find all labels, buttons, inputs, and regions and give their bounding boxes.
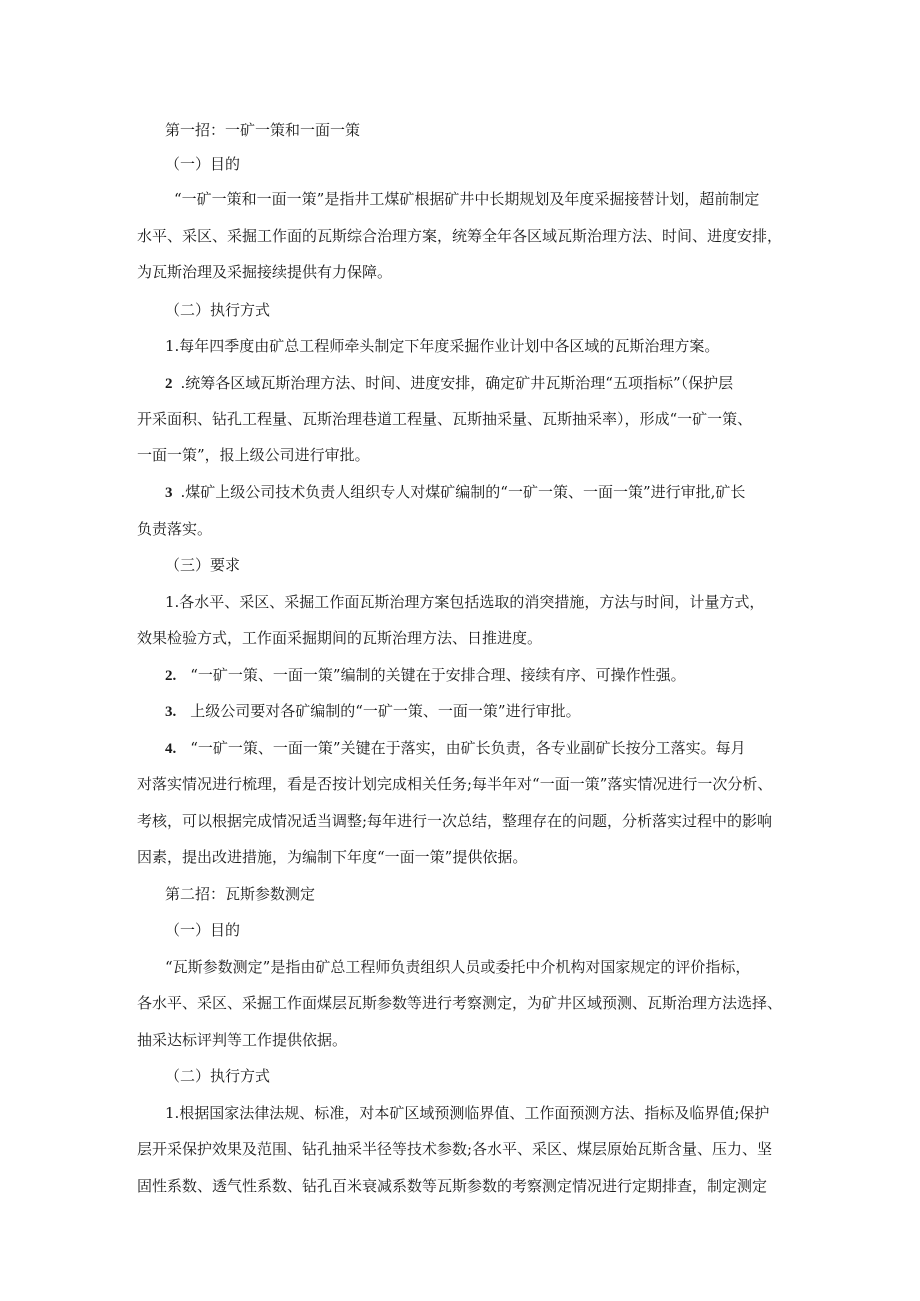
text-line [137, 445, 370, 465]
line-text: 水平、采区、采掘工作面的瓦斯综合治理方案，统筹全年各区域瓦斯治理方法、时间、进度安排， [137, 227, 783, 245]
text-line [174, 189, 759, 209]
text-line [165, 154, 240, 174]
text-line [137, 811, 772, 831]
line-text: 上级公司要对各矿编制的“一矿一策、一面一策”进行审批。 [190, 702, 581, 720]
text-line [165, 300, 270, 320]
line-text: （二）执行方式 [165, 301, 271, 319]
text-line [165, 336, 719, 356]
text-line [165, 120, 360, 140]
text-line [137, 774, 772, 794]
line-text: 1.每年四季度由矿总工程师牵头制定下年度采掘作业计划中各区域的瓦斯治理方案。 [165, 337, 720, 355]
text-line [165, 373, 733, 394]
text-line [137, 1176, 767, 1196]
text-line [165, 1066, 270, 1086]
line-text: “一矿一策和一面一策”是指井工煤矿根据矿井中长期规划及年度采掘接替计划，超前制定 [174, 190, 760, 208]
text-line [165, 738, 746, 759]
list-number: 3 [165, 485, 173, 501]
line-text: .煤矿上级公司技术负责人组织专人对煤矿编制的“一矿一策、一面一策”进行审批,矿长 [180, 483, 746, 501]
line-text: 抽采达标评判等工作提供依据。 [137, 1031, 348, 1049]
list-number: 2 [165, 376, 173, 392]
line-text: 1.各水平、采区、采掘工作面瓦斯治理方案包括选取的消突措施，方法与时间，计量方式， [165, 593, 765, 611]
text-line [165, 592, 764, 612]
line-text: （一）目的 [165, 155, 241, 173]
line-text: 考核，可以根据完成情况适当调整;每年进行一次总结，整理存在的问题，分析落实过程中的影响 [137, 812, 773, 830]
line-text: 对落实情况进行梳理，看是否按计划完成相关任务;每半年对“一面一策”落实情况进行一次分析、 [137, 775, 773, 793]
list-number: 3. [165, 704, 177, 720]
text-line [137, 519, 212, 539]
text-line [165, 701, 581, 722]
line-text: 第一招：一矿一策和一面一策 [165, 121, 361, 139]
text-line [165, 957, 750, 977]
line-text: 各水平、采区、采掘工作面煤层瓦斯参数等进行考察测定，为矿井区域预测、瓦斯治理方法选择、 [137, 994, 783, 1012]
text-line [137, 409, 752, 429]
text-line [165, 1103, 769, 1123]
text-line [137, 628, 542, 648]
line-text: “瓦斯参数测定”是指由矿总工程师负责组织人员或委托中介机构对国家规定的评价指标， [165, 958, 751, 976]
text-line [165, 555, 240, 575]
line-text: （二）执行方式 [165, 1067, 271, 1085]
line-text: 负责落实。 [137, 520, 213, 538]
line-text: 为瓦斯治理及采掘接续提供有力保障。 [137, 263, 393, 281]
list-number: 2. [165, 668, 177, 684]
text-line [137, 226, 782, 246]
line-text: 因素，提出改进措施，为编制下年度“一面一策”提供依据。 [137, 848, 528, 866]
line-text: （一）目的 [165, 921, 241, 939]
text-line [137, 993, 782, 1013]
line-text: 第二招：瓦斯参数测定 [165, 885, 316, 903]
list-number: 4. [165, 741, 177, 757]
line-text: 层开采保护效果及范围、钻孔抽采半径等技术参数;各水平、采区、煤层原始瓦斯含量、压力、坚 [137, 1140, 773, 1158]
text-line [165, 920, 240, 940]
line-text: 固性系数、透气性系数、钻孔百米衰减系数等瓦斯参数的考察测定情况进行定期排查，制定测定 [137, 1177, 768, 1195]
text-line [165, 665, 686, 686]
line-text: 效果检验方式，工作面采掘期间的瓦斯治理方法、日推进度。 [137, 629, 543, 647]
line-text: .统筹各区域瓦斯治理方法、时间、进度安排，确定矿井瓦斯治理“五项指标”（保护层 [180, 374, 734, 392]
line-text: 1.根据国家法律法规、标准，对本矿区域预测临界值、工作面预测方法、指标及临界值;保护 [165, 1104, 770, 1122]
line-text: 开采面积、钻孔工程量、瓦斯治理巷道工程量、瓦斯抽采量、瓦斯抽采率），形成“一矿一策、 [137, 410, 753, 428]
text-line [165, 884, 315, 904]
line-text: 一面一策”，报上级公司进行审批。 [137, 446, 370, 464]
text-line [137, 1030, 347, 1050]
line-text: “一矿一策、一面一策”编制的关键在于安排合理、接续有序、可操作性强。 [190, 666, 686, 684]
line-text: （三）要求 [165, 556, 241, 574]
text-line [137, 847, 527, 867]
text-line [165, 482, 745, 503]
text-line [137, 262, 392, 282]
text-line [137, 1139, 772, 1159]
line-text: “一矿一策、一面一策”关键在于落实，由矿长负责，各专业副矿长按分工落实。每月 [190, 739, 746, 757]
